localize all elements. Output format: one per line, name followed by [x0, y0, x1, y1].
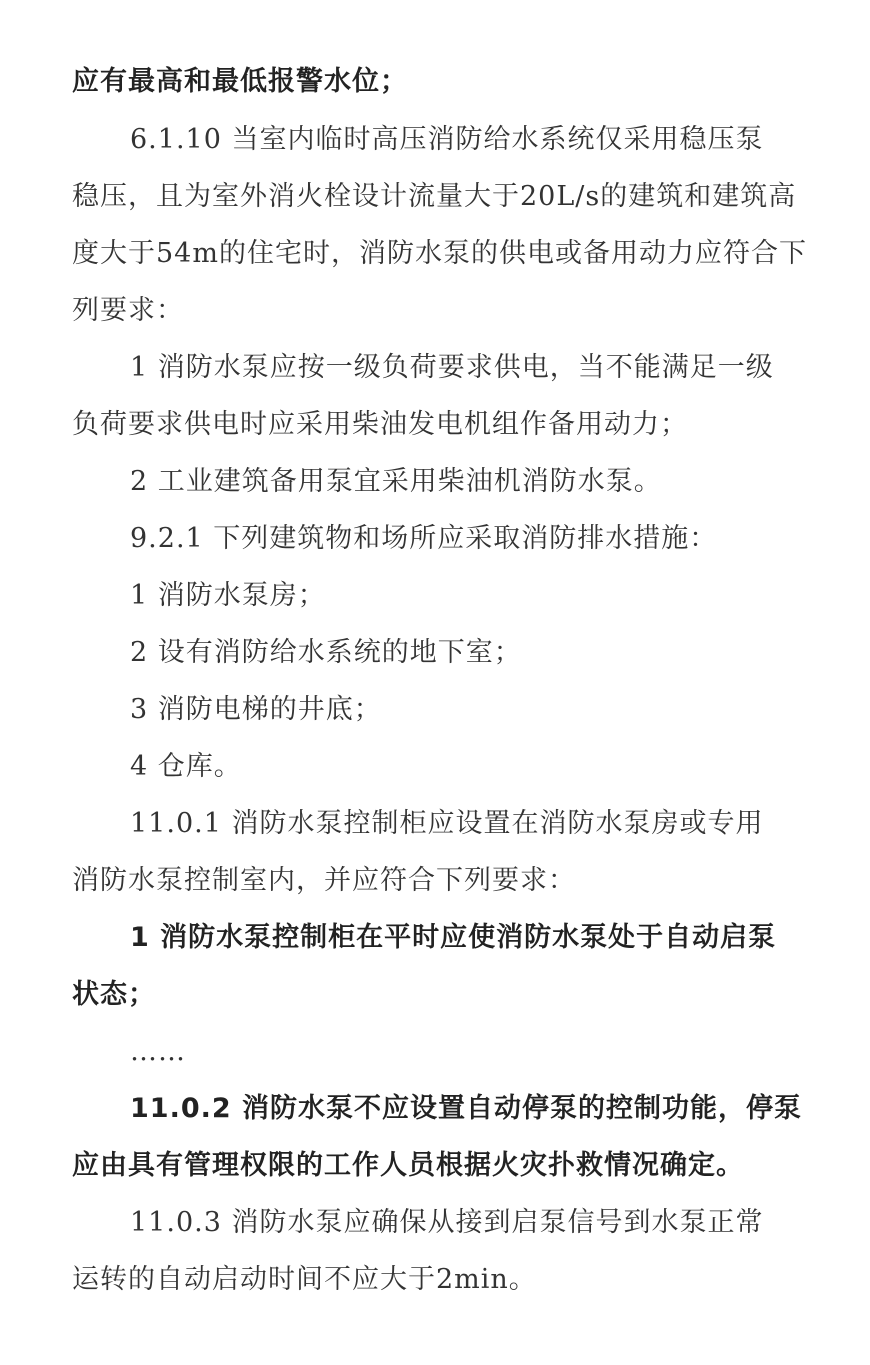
text-line-22: 运转的自动启动时间不应大于2min。 [72, 1264, 537, 1295]
text-line-20: 应由具有管理权限的工作人员根据火灾扑救情况确定。 [72, 1150, 744, 1181]
text-line-17: 状态； [72, 979, 156, 1010]
text-line-21: 11.0.3 消防水泵应确保从接到启泵信号到水泵正常 [130, 1207, 764, 1238]
text-line-9: 9.2.1 下列建筑物和场所应采取消防排水措施： [130, 523, 718, 554]
text-line-1: 应有最高和最低报警水位； [72, 66, 408, 97]
text-line-13: 4 仓库。 [130, 751, 242, 782]
text-line-15: 消防水泵控制室内，并应符合下列要求： [72, 865, 576, 896]
text-line-5: 列要求： [72, 295, 184, 326]
text-line-10: 1 消防水泵房； [130, 580, 326, 611]
text-line-6: 1 消防水泵应按一级负荷要求供电，当不能满足一级 [130, 352, 774, 383]
text-line-12: 3 消防电梯的井底； [130, 694, 382, 725]
text-line-16: 1 消防水泵控制柜在平时应使消防水泵处于自动启泵 [130, 922, 777, 953]
text-line-2: 6.1.10 当室内临时高压消防给水系统仅采用稳压泵 [130, 124, 764, 155]
text-line-4: 度大于54m的住宅时，消防水泵的供电或备用动力应符合下 [72, 238, 807, 269]
text-line-11: 2 设有消防给水系统的地下室； [130, 637, 522, 668]
text-line-7: 负荷要求供电时应采用柴油发电机组作备用动力； [72, 409, 688, 440]
text-line-8: 2 工业建筑备用泵宜采用柴油机消防水泵。 [130, 466, 662, 497]
ellipsis-line: …… [130, 1036, 186, 1067]
text-line-14: 11.0.1 消防水泵控制柜应设置在消防水泵房或专用 [130, 808, 764, 839]
text-line-3: 稳压，且为室外消火栓设计流量大于20L/s的建筑和建筑高 [72, 181, 797, 212]
text-line-19: 11.0.2 消防水泵不应设置自动停泵的控制功能，停泵 [130, 1093, 803, 1124]
